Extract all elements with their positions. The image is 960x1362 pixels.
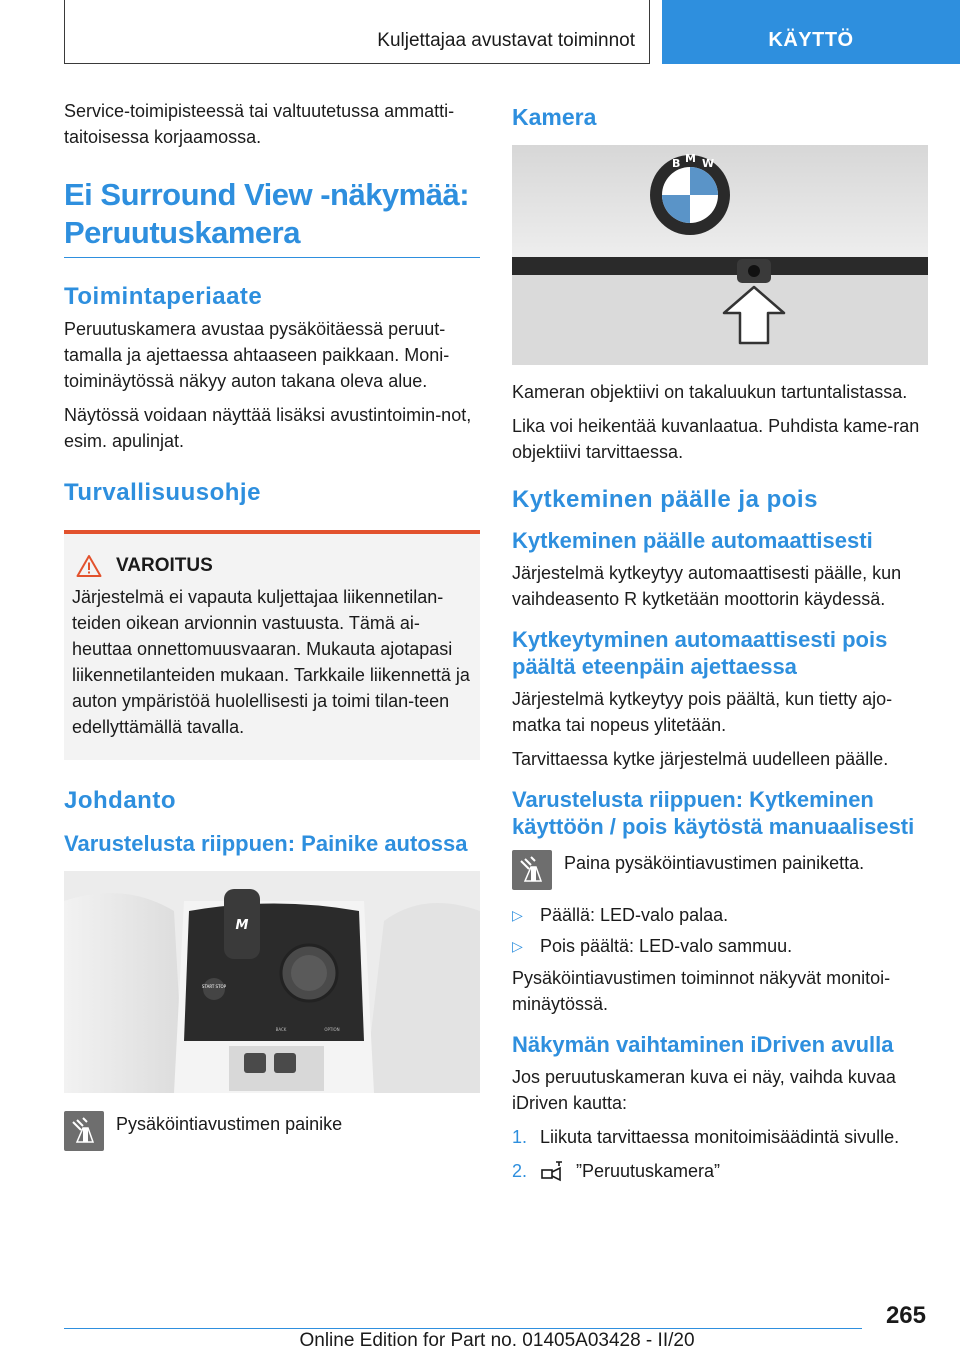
camera-paragraph: Lika voi heikentää kuvanlaatua. Puhdista kame-ran objektiivi tarvittaessa. [512, 416, 920, 462]
warning-text: Järjestelmä ei vapauta kuljettajaa liikennetilan-teiden oikean arvionnin vastuusta. Tämä ai-heuttaa onnettomuusvaaran. Mukauta ajotapasi liikennetilanteiden mukaan. Tarkkaile liikennettä ja auton ympäristöä huolellisesti ja toimi tilan-teen edellyttämällä tavalla. [72, 587, 470, 737]
svg-text:M: M [235, 918, 249, 933]
tailgate-camera-illustration [512, 145, 928, 365]
right-column [512, 98, 928, 1192]
center-console-illustration [64, 871, 480, 1093]
svg-text:M: M [685, 152, 696, 165]
camera-heading: Kamera [512, 104, 597, 130]
header-section-box [64, 0, 650, 64]
center-console-photo [64, 871, 480, 1093]
camera-caption: Kameran objektiivi on takaluukun tartuntalistassa. [512, 382, 908, 402]
auto-on-text: Järjestelmä kytkeytyy automaattisesti päälle, kun vaihdeasento R kytketään moottorin käydessä. [512, 563, 902, 609]
start-stop-label: START STOP [201, 984, 227, 989]
bullet-marker: ▷ [512, 907, 523, 923]
introduction-heading: Johdanto [64, 787, 176, 814]
principle-heading: Toimintaperiaate [64, 283, 263, 310]
button-caption: Pysäköintiavustimen painike [116, 1114, 343, 1134]
button-caption-row [64, 1111, 480, 1151]
svg-text:B: B [672, 157, 681, 170]
safety-heading: Turvallisuusohje [64, 479, 261, 506]
auto-off-paragraph-1: Järjestelmä kytkeytyy pois päältä, kun tietty ajo-matka tai nopeus ylitetään. [512, 689, 893, 735]
rear-camera-icon [540, 1160, 566, 1182]
list-item: 2. ”Peruutuskamera” [512, 1161, 721, 1181]
parking-assistant-button-icon [64, 1111, 104, 1151]
list-item: ▷ Pois päältä: LED-valo sammuu. [512, 933, 928, 959]
chapter-tab[interactable] [662, 0, 960, 64]
footer-divider [64, 1328, 862, 1329]
manual-paragraph-2: Pysäköintiavustimen toiminnot näkyvät monitoi-minäytössä. [512, 968, 891, 1014]
main-heading: Ei Surround View -näkymää: Peruutuskamera [64, 176, 480, 258]
list-item: ▷ Päällä: LED-valo palaa. [512, 902, 928, 928]
led-status-list [512, 902, 928, 959]
footer-edition: Online Edition for Part no. 01405A03428 - II/20 [299, 1330, 695, 1351]
intro-text: Service-toimipisteessä tai valtuutetussa ammatti-taitoisessa korjaamossa. [64, 101, 455, 147]
auto-off-paragraph-2: Tarvittaessa kytke järjestelmä uudelleen päälle. [512, 749, 889, 769]
camera-photo [512, 145, 928, 365]
principle-paragraph-2: Näytössä voidaan näyttää lisäksi avustintoimin-not, esim. apulinjat. [64, 405, 472, 451]
page-number: 265 [885, 1302, 926, 1329]
chapter-tab-label: KÄYTTÖ [768, 29, 854, 51]
bullet-marker: ▷ [512, 938, 523, 954]
principle-paragraph-1: Peruutuskamera avustaa pysäköitäessä peruut-tamalla ja ajettaessa ahtaaseen paikkaan. Moni-toiminäytössä näkyy auton takana oleva alue. [64, 319, 450, 391]
option-label: OPTION [324, 1027, 340, 1032]
auto-off-heading: Kytkeytyminen automaattisesti pois päältä eteenpäin ajettaessa [512, 627, 888, 679]
warning-box [64, 530, 480, 760]
manual-heading: Varustelusta riippuen: Kytkeminen käyttöön / pois käytöstä manuaalisesti [512, 787, 915, 839]
warning-title: VAROITUS [116, 555, 213, 576]
left-column [64, 98, 480, 1151]
button-heading: Varustelusta riippuen: Painike autossa [64, 831, 468, 856]
list-item: 1. Liikuta tarvittaessa monitoimisäädintä sivulle. [512, 1127, 900, 1147]
svg-text:W: W [702, 157, 715, 170]
idrive-steps [512, 1124, 928, 1184]
parking-assistant-button-icon [512, 850, 552, 890]
manual-instruction-row [512, 850, 928, 890]
auto-on-heading: Kytkeminen päälle automaattisesti [512, 528, 873, 553]
section-title: Kuljettajaa avustavat toiminnot [377, 30, 635, 51]
idrive-text: Jos peruutuskameran kuva ei näy, vaihda kuvaa iDriven kautta: [512, 1067, 896, 1113]
onoff-heading: Kytkeminen päälle ja pois [512, 486, 818, 513]
manual-instruction: Paina pysäköintiavustimen painiketta. [564, 853, 865, 873]
warning-triangle-icon [76, 554, 102, 578]
back-label: BACK [275, 1027, 287, 1032]
idrive-heading: Näkymän vaihtaminen iDriven avulla [512, 1032, 894, 1057]
